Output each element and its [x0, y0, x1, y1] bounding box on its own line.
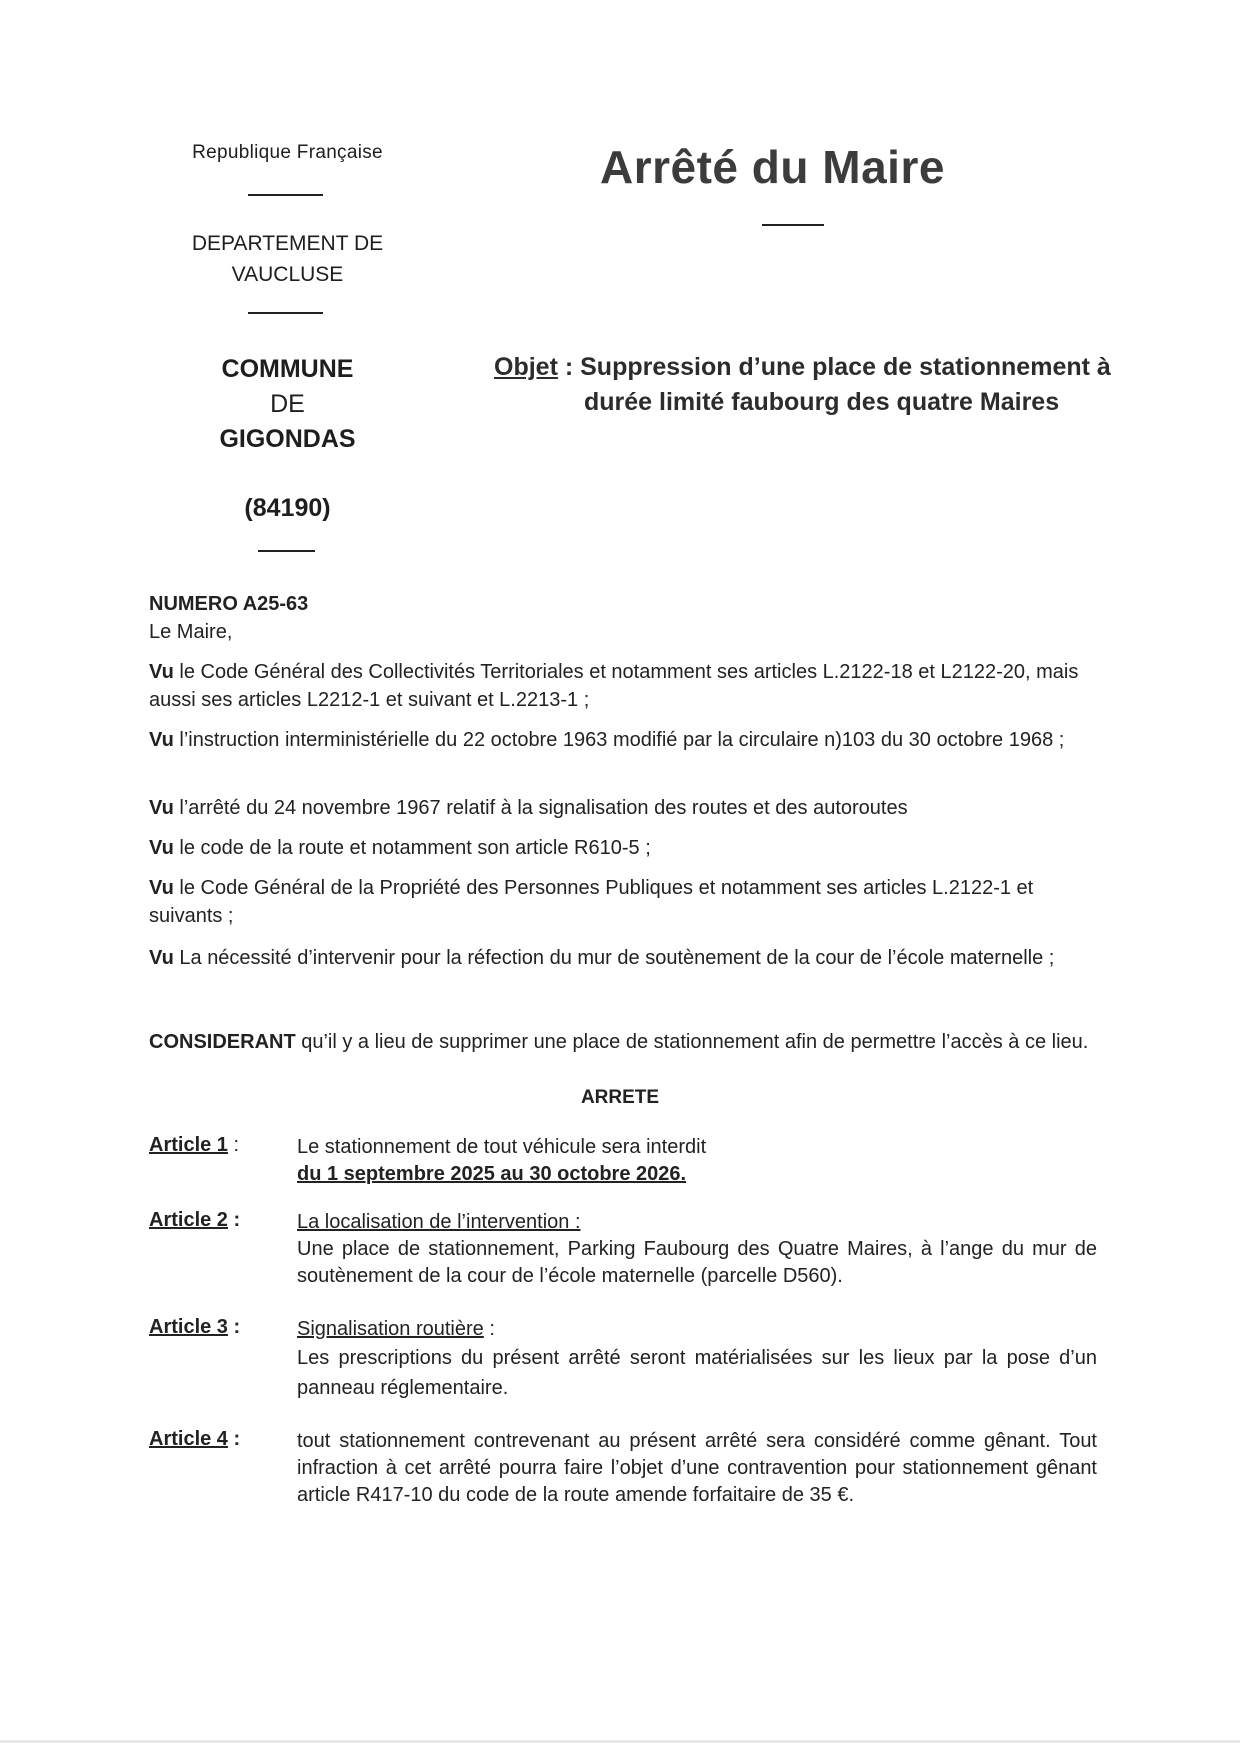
visa-vu: Vu — [149, 729, 174, 751]
objet — [494, 350, 1157, 420]
visa-text: l’arrêté du 24 novembre 1967 relatif à la signalisation des routes et des autoroutes — [173, 797, 908, 819]
visa-vu: Vu — [149, 877, 174, 899]
arrete-heading: ARRETE — [580, 1087, 660, 1108]
article-number: Article 4 — [149, 1428, 228, 1450]
visa-vu: Vu — [149, 837, 174, 859]
objet-line1 — [494, 350, 1157, 385]
departement-line1: DEPARTEMENT DE — [191, 232, 384, 255]
considerant — [149, 1028, 1109, 1056]
title-divider — [762, 224, 824, 226]
objet-text-line1: Suppression d’une place de stationnement à — [580, 353, 1111, 381]
article-heading: Signalisation routière — [297, 1318, 484, 1340]
visa — [149, 794, 1109, 822]
header-divider — [248, 312, 323, 314]
article-label — [149, 1134, 239, 1157]
visa — [149, 874, 1109, 930]
visa-text: le code de la route et notamment son article R610-5 ; — [173, 837, 651, 859]
visa-vu: Vu — [149, 797, 174, 819]
scan-edge — [0, 1740, 1240, 1743]
commune-line1: COMMUNE — [221, 355, 354, 383]
considerant-text: qu’il y a lieu de supprimer une place de stationnement afin de permettre l’accès à ce lieu. — [295, 1031, 1089, 1053]
article-label — [149, 1209, 240, 1232]
visa-text: l’instruction interministérielle du 22 octobre 1963 modifié par la circulaire n)103 du 30 octobre 1968 ; — [173, 729, 1065, 751]
numero: NUMERO A25-63 — [149, 593, 309, 615]
article-label — [149, 1316, 240, 1339]
commune-line2: DE — [270, 390, 305, 418]
article-body — [297, 1316, 1097, 1403]
article-label — [149, 1428, 240, 1451]
visa — [149, 942, 1109, 974]
considerant-label: CONSIDERANT — [149, 1031, 296, 1053]
article-heading: La localisation de l’intervention : — [297, 1211, 581, 1233]
article-heading-colon: : — [483, 1318, 495, 1340]
visa — [149, 726, 1109, 754]
commune — [170, 352, 405, 457]
header-divider — [248, 194, 323, 196]
article-text: Une place de stationnement, Parking Faubourg des Quatre Maires, à l’ange du mur de soutènement de la cour de l’école maternelle (parcelle D560). — [297, 1238, 1097, 1287]
visa-text: le Code Général des Collectivités Territoriales et notamment ses articles L.2122-18 et L2122-20, mais aussi ses articles L2212-1 et suivant et L.2213-1 ; — [149, 661, 1079, 711]
republique-francaise: Republique Française — [192, 142, 383, 163]
page-title: Arrêté du Maire — [600, 141, 945, 193]
visa-text: le Code Général de la Propriété des Personnes Publiques et notamment ses articles L.2122-1 et suivants ; — [149, 877, 1034, 927]
article-number: Article 3 — [149, 1316, 228, 1338]
article-colon: : — [227, 1428, 241, 1450]
postal-code: (84190) — [244, 494, 331, 522]
visa — [149, 658, 1109, 714]
departement-line2: VAUCLUSE — [231, 263, 344, 286]
objet-text-line2: durée limité faubourg des quatre Maires — [584, 388, 1060, 416]
visa — [149, 834, 1109, 862]
objet-label: Objet — [494, 353, 558, 381]
le-maire: Le Maire, — [149, 621, 233, 643]
visa-vu: Vu — [149, 947, 174, 969]
visa-vu: Vu — [149, 661, 174, 683]
article-body — [297, 1209, 1097, 1290]
article-body — [297, 1134, 1097, 1188]
commune-line3: GIGONDAS — [219, 425, 356, 453]
objet-colon: : — [557, 353, 581, 381]
article-text: Le stationnement de tout véhicule sera interdit — [297, 1136, 707, 1158]
departement — [170, 228, 405, 290]
article-colon: : — [227, 1209, 241, 1231]
article-number: Article 1 — [149, 1134, 228, 1156]
article-text: Les prescriptions du présent arrêté seront matérialisées sur les lieux par la pose d’un panneau réglementaire. — [297, 1347, 1097, 1399]
article-heading-row — [297, 1316, 1097, 1343]
article-text: tout stationnement contrevenant au présent arrêté sera considéré comme gênant. Tout infraction à cet arrêté pourra faire l’objet d’une contravention pour stationnement gênant article R417-10 du code de la route amende forfaitaire de 35 €. — [297, 1430, 1097, 1506]
header-divider — [258, 550, 315, 552]
article-dates: du 1 septembre 2025 au 30 octobre 2026. — [297, 1163, 687, 1185]
article-number: Article 2 — [149, 1209, 228, 1231]
article-colon: : — [227, 1134, 240, 1156]
visa-text: La nécessité d’intervenir pour la réfection du mur de soutènement de la cour de l’école maternelle ; — [173, 947, 1055, 969]
article-colon: : — [227, 1316, 241, 1338]
